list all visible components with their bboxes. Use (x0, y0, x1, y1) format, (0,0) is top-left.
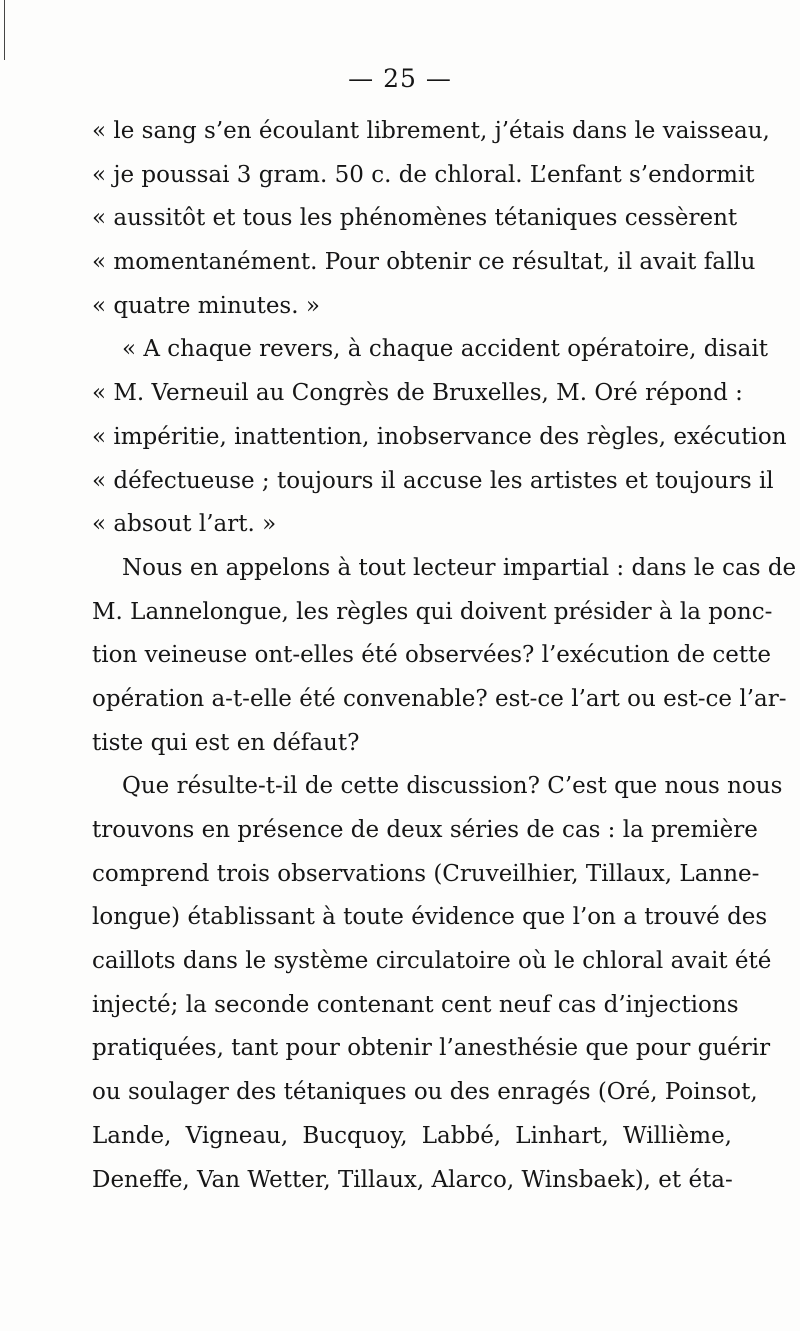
text-line: « impéritie, inattention, inobservance des règles, exécution (92, 423, 787, 450)
page-edge-line (4, 0, 5, 60)
text-line: trouvons en présence de deux séries de cas : la première (92, 817, 758, 843)
text-line: « absout l’art. » (92, 511, 277, 538)
text-line: Nous en appelons à tout lecteur impartial : dans le cas de (122, 554, 797, 581)
text-line: « momentanément. Pour obtenir ce résultat, il avait fallu (92, 249, 756, 276)
text-line: pratiquées, tant pour obtenir l’anesthésie que pour guérir (92, 1035, 771, 1062)
page-number: — 25 — (348, 64, 452, 93)
text-line: Que résulte-t-il de cette discussion? C’est que nous nous (122, 773, 783, 800)
text-line: M. Lannelongue, les règles qui doivent présider à la ponc- (92, 598, 773, 625)
text-line: Deneffe, Van Wetter, Tillaux, Alarco, Winsbaek), et éta- (92, 1166, 733, 1193)
text-line: « M. Verneuil au Congrès de Bruxelles, M. Oré répond : (92, 380, 743, 407)
text-line: ou soulager des tétaniques ou des enragés (Oré, Poinsot, (92, 1079, 758, 1106)
text-line: caillots dans le système circulatoire où le chloral avait été (92, 948, 772, 975)
text-line: longue) établissant à toute évidence que l’on a trouvé des (92, 904, 768, 931)
text-line: « aussitôt et tous les phénomènes tétaniques cessèrent (92, 205, 738, 232)
text-line: « A chaque revers, à chaque accident opératoire, disait (122, 336, 768, 363)
text-line: « je poussai 3 gram. 50 c. de chloral. L’enfant s’endormit (92, 161, 755, 188)
text-line: tiste qui est en défaut? (92, 729, 360, 756)
text-line: Lande, Vigneau, Bucquoy, Labbé, Linhart, Willième, (92, 1122, 732, 1149)
text-line: « quatre minutes. » (92, 292, 320, 319)
text-line: comprend trois observations (Cruveilhier, Tillaux, Lanne- (92, 860, 760, 887)
text-line: tion veineuse ont-elles été observées? l’exécution de cette (92, 642, 771, 669)
text-line: opération a-t-elle été convenable? est-ce l’art ou est-ce l’ar- (92, 685, 787, 712)
text-line: « le sang s’en écoulant librement, j’étais dans le vaisseau, (92, 118, 770, 144)
text-line: injecté; la seconde contenant cent neuf cas d’injections (92, 991, 739, 1018)
text-line: « défectueuse ; toujours il accuse les artistes et toujours il (92, 467, 774, 494)
body-text (92, 110, 797, 1202)
